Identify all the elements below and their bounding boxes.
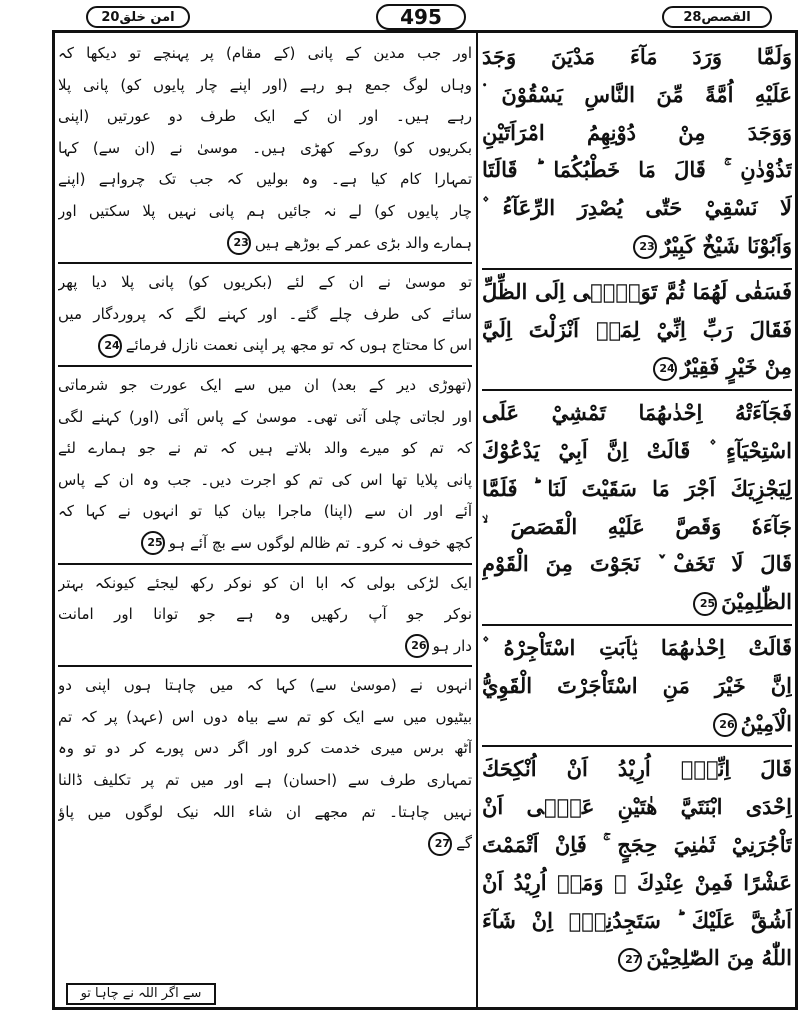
page-number: 495 <box>376 4 466 30</box>
ayah-marker: 23 <box>633 235 657 259</box>
footnote-box: سے اگر اللہ نے چاہا تو <box>66 983 216 1005</box>
arabic-line: وَلَمَّا وَرَدَ مَآءَ مَدْيَنَ وَجَدَ <box>482 44 792 69</box>
arabic-line: اسْتِحْيَآءٍ ۫ قَالَتْ اِنَّ اَبِيْ يَدْعُوْكَ <box>482 437 792 463</box>
urdu-line: چار پایوں کو) لے نہ جائیں ہم پانی نہیں پلا سکتیں اور <box>58 201 472 220</box>
arabic-line: تَذُوْدٰنِ ۚ قَالَ مَا خَطْبُكُمَا ؕ قَالَتَا <box>482 157 792 183</box>
urdu-line <box>58 631 472 663</box>
arabic-line: وَوَجَدَ مِنْ دُوْنِهِمُ امْرَاَتَيْنِ <box>482 119 792 145</box>
urdu-line: بکریوں کو) روکے کھڑی ہیں۔ موسیٰ نے (ان سے) کہا <box>58 138 472 157</box>
ayah-separator <box>482 745 792 747</box>
arabic-line: قَالَ لَا تَخَفْ ٚ نَجَوْتَ مِنَ الْقَوْمِ <box>482 551 792 577</box>
ayah-marker: 23 <box>227 231 251 255</box>
urdu-line <box>58 330 472 362</box>
urdu-line-text: دار ہو <box>432 636 472 655</box>
ayah-marker: 24 <box>98 334 122 358</box>
urdu-line: سائے کی طرف چلے گئے۔ اور کہنے لگے کہ پروردگار میں <box>58 304 472 323</box>
ayah-marker: 27 <box>618 948 642 972</box>
urdu-line: نہیں چاہتا۔ تم مجھے ان شاء اللہ نیک لوگوں میں پاؤ <box>58 802 472 821</box>
manzil-badge: امن خلق20 <box>86 6 190 28</box>
urdu-line: وہاں لوگ جمع ہو رہے (اور اپنے چار پایوں کو) پانی پلا <box>58 75 472 94</box>
ayah-marker: 26 <box>713 713 737 737</box>
urdu-line: رہے ہیں۔ اور ان کے ایک طرف دو عورتیں (اپنی <box>58 107 472 126</box>
urdu-line: تو موسیٰ نے ان کے لئے (بکریوں کو) پانی پلا دیا پھر <box>58 273 472 292</box>
urdu-line: نوکر جو آپ رکھیں وہ ہے جو توانا اور امانت <box>58 605 472 624</box>
urdu-line: ایک لڑکی بولی کہ ابا ان کو نوکر رکھ لیجئے کیونکہ بہتر <box>58 573 472 592</box>
ayah-separator <box>58 665 472 667</box>
arabic-line: عَلَيْهِ اُمَّةً مِّنَ النَّاسِ يَسْقُوْنَ ۬ <box>482 81 792 107</box>
arabic-line: فَسَقٰى لَهُمَا ثُمَّ تَوَلّٰۤى اِلَى الظِّلِّ <box>482 278 792 304</box>
arabic-text-column <box>482 38 792 1004</box>
urdu-line: (تھوڑی دیر کے بعد) ان میں سے ایک عورت جو شرماتی <box>58 375 472 394</box>
arabic-line: اِحْدَى ابْنَتَيَّ هٰتَيْنِ عَلٰۤى اَنْ <box>482 794 792 820</box>
urdu-line-text: ہمارے والد بڑی عمر کے بوڑھے ہیں <box>254 233 472 252</box>
ayah-marker: 25 <box>693 592 717 616</box>
urdu-line: تمہارا کام کیا ہے۔ وہ بولیں کہ جب تک چرواہے (اپنے <box>58 170 472 189</box>
arabic-line <box>482 705 792 743</box>
arabic-line: جَآءَهٗ وَقَصَّ عَلَيْهِ الْقَصَصَ ۙ <box>482 513 792 539</box>
arabic-line: تَاْجُرَنِيْ ثَمٰنِيَ حِجَجٍ ۚ فَاِنْ اَتْمَمْتَ <box>482 831 792 857</box>
urdu-line: اور جب مدین کے پانی (کے مقام) پر پہنچے تو دیکھا کہ <box>58 44 472 62</box>
urdu-line <box>58 528 472 560</box>
urdu-line-text: کچھ خوف نہ کرو۔ تم ظالم لوگوں سے بچ آئے ہو <box>168 533 472 552</box>
arabic-line: قَالَ اِنِّيْۤ اُرِيْدُ اَنْ اُنْكِحَكَ <box>482 756 792 782</box>
arabic-line: اِنَّ خَيْرَ مَنِ اسْتَاْجَرْتَ الْقَوِيُّ <box>482 672 792 698</box>
urdu-line: تمہاری طرف سے (احسان) ہے اور میں تم پر تکلیف ڈالنا <box>58 771 472 790</box>
ayah-separator <box>482 624 792 626</box>
urdu-line <box>58 228 472 260</box>
urdu-line: کہ تم کو میرے والد بلاتے ہیں کہ تم نے جو ہمارے لئے <box>58 439 472 458</box>
arabic-line: فَجَآءَتْهُ اِحْدٰىهُمَا تَمْشِيْ عَلَى <box>482 400 792 426</box>
arabic-line: عَشْرًا فَمِنْ عِنْدِكَ ۚ وَمَاۤ اُرِيْدُ اَنْ <box>482 869 792 895</box>
urdu-line <box>58 828 472 860</box>
arabic-line: لِيَجْزِيَكَ اَجْرَ مَا سَقَيْتَ لَنَا ؕ فَلَمَّا <box>482 475 792 501</box>
urdu-line: اور لجاتی چلی آتی تھی۔ موسیٰ کے پاس آئی (اور) کہنے لگی <box>58 407 472 426</box>
arabic-line <box>482 939 792 977</box>
ayah-separator <box>58 365 472 367</box>
arabic-line-text: الْاَمِيْنُ <box>740 710 792 736</box>
arabic-line-text: الظّٰلِمِيْنَ <box>721 589 792 615</box>
ayah-separator <box>58 262 472 264</box>
ayah-marker: 26 <box>405 634 429 658</box>
urdu-line: انہوں نے (موسیٰ سے) کہا کہ میں چاہتا ہوں اپنی دو <box>58 676 472 695</box>
column-divider <box>476 30 478 1010</box>
ayah-marker: 24 <box>653 357 677 381</box>
ayah-marker: 27 <box>428 832 452 856</box>
arabic-line <box>482 227 792 265</box>
urdu-translation-column <box>58 38 472 978</box>
ayah-separator <box>482 268 792 270</box>
urdu-line: آٹھ برس میری خدمت کرو اور اگر دس پورے کر دو تو وہ <box>58 739 472 758</box>
urdu-line: پانی پلایا تھا اس کی تم کو اجرت دیں۔ جب وہ ان کے پاس <box>58 470 472 489</box>
arabic-line: لَا نَسْقِيْ حَتّٰى يُصْدِرَ الرِّعَآءُ ۫ <box>482 195 792 221</box>
urdu-line: بیٹیوں میں سے ایک کو تم سے بیاہ دوں اس (عہد) پر کہ تم <box>58 707 472 726</box>
urdu-line: آئے اور ان سے (اپنا) ماجرا بیان کیا تو انہوں نے کہا کہ <box>58 502 472 521</box>
urdu-line-text: اس کا محتاج ہوں کہ تو مجھ پر اپنی نعمت نازل فرمائے <box>125 336 472 355</box>
urdu-line-text: گے <box>456 834 472 853</box>
arabic-line: اَشُقَّ عَلَيْكَ ؕ سَتَجِدُنِيْۤ اِنْ شَآءَ <box>482 907 792 933</box>
arabic-line-text: مِنْ خَيْرٍ فَقِيْرٌ <box>680 354 792 380</box>
ayah-separator <box>58 563 472 565</box>
arabic-line <box>482 348 792 386</box>
arabic-line: قَالَتْ اِحْدٰىهُمَا يٰۤاَبَتِ اسْتَاْجِرْهُ ۫ <box>482 634 792 660</box>
arabic-line <box>482 583 792 621</box>
surah-badge: القصص28 <box>662 6 772 28</box>
arabic-line: فَقَالَ رَبِّ اِنِّيْ لِمَاۤ اَنْزَلْتَ اِلَيَّ <box>482 316 792 342</box>
ayah-separator <box>482 389 792 391</box>
ayah-marker: 25 <box>141 531 165 555</box>
arabic-line-text: وَاَبُوْنَا شَيْخٌ كَبِيْرٌ <box>660 232 792 258</box>
arabic-line-text: اللّٰهُ مِنَ الصّٰلِحِيْنَ <box>646 945 792 971</box>
